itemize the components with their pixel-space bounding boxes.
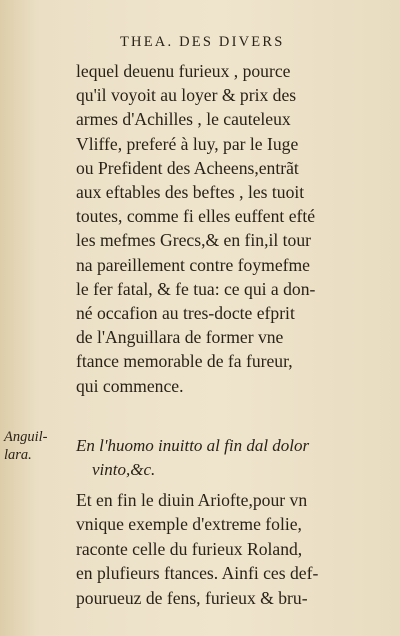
running-head: THEA. DES DIVERS [120,34,285,50]
text-line: en plufieurs ftances. Ainfi ces def- [76,563,319,584]
text-line: ftance memorable de fa fureur, [76,351,293,372]
text-line: Vliffe, preferé à luy, par le Iuge [76,133,299,154]
text-line: de l'Anguillara de former vne [76,327,284,348]
quote-line: En l'huomo inuitto al fin dal dolor [76,436,310,455]
text-line: ou Prefident des Acheens,entrãt [76,157,299,178]
text-line: qu'il voyoit au loyer & prix des [76,85,297,106]
text-line: les mefmes Grecs,& en fin,il tour [76,230,312,251]
text-line: pourueuz de fens, furieux & bru- [76,587,308,608]
text-line: vnique exemple d'extreme folie, [76,514,302,535]
text-line: Et en fin le diuin Ariofte,pour vn [76,490,308,510]
text-line: armes d'Achilles , le cauteleux [76,109,291,130]
text-line: qui commence. [76,375,184,396]
paragraph-2 [76,488,388,610]
text-line: na pareillement contre foymefme [76,254,310,275]
text-line: le fer fatal, & fe tua: ce qui a don- [76,278,316,299]
quote-line: vinto,&c. [92,460,156,479]
margin-note-line: lara. [4,447,32,463]
text-line: raconte celle du furieux Roland, [76,538,303,559]
italian-quote [76,434,388,482]
text-line: toutes, comme fi elles euffent efté [76,206,316,227]
margin-note-line: Anguil- [4,429,48,445]
text-line: lequel deuenu furieux , pource [76,61,291,81]
text-line: né occafion au tres-docte efprit [76,303,295,324]
margin-note [4,428,64,464]
paragraph-1 [76,59,388,398]
text-line: aux eftables des beftes , les tuoit [76,182,305,203]
